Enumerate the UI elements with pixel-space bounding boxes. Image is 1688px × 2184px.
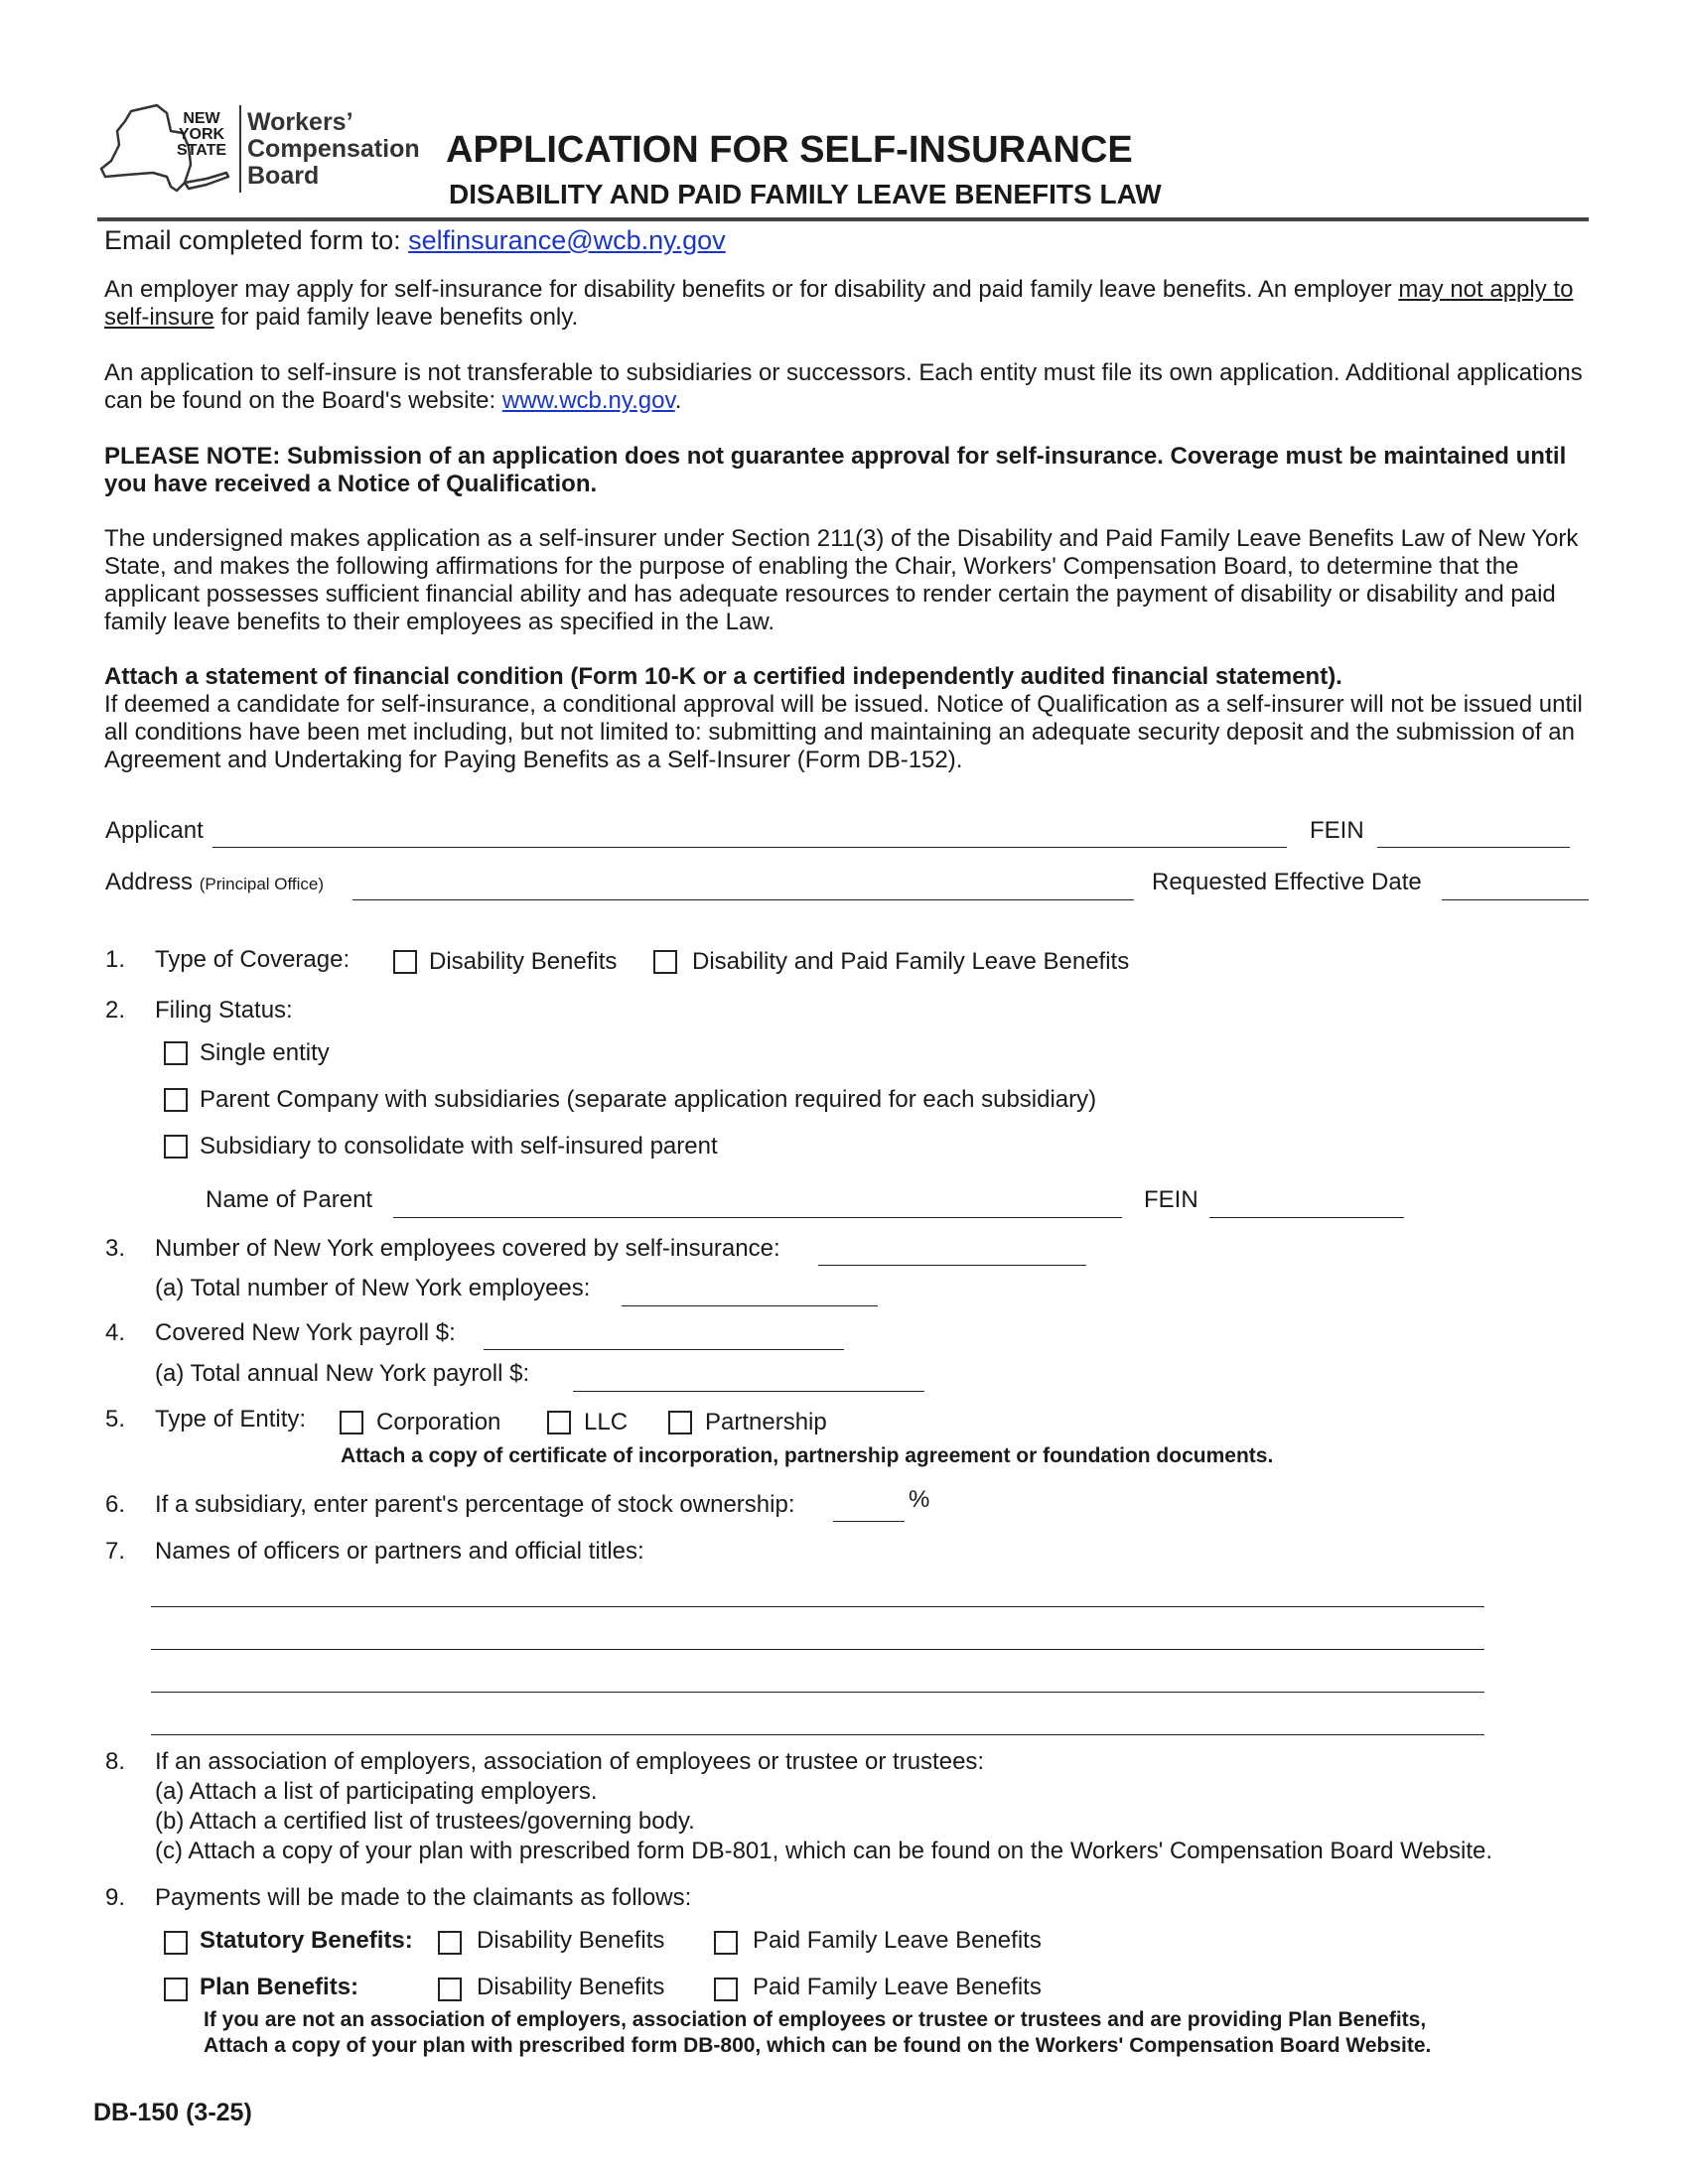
officers-input-line[interactable] bbox=[151, 1734, 1484, 1735]
effective-date-label: Requested Effective Date bbox=[1152, 869, 1422, 895]
disability-pfl-checkbox[interactable] bbox=[653, 950, 677, 974]
total-employees-input[interactable] bbox=[622, 1305, 878, 1306]
q2-label: Filing Status: bbox=[155, 997, 293, 1024]
q4-label: Covered New York payroll $: bbox=[155, 1319, 456, 1346]
attach-statement-text: If deemed a candidate for self-insurance, a conditional approval will be issued. Notice of Qualification as a self-insurer will not be issued until all conditions have been met including, but not limited to: submitting and maintaining an adequate security deposit and the submission of an Agreement and Undertaking for Paying Benefits as a Self-Insurer (Form DB-152). bbox=[104, 691, 1583, 773]
officers-input-line[interactable] bbox=[151, 1692, 1484, 1693]
attach-statement-heading: Attach a statement of financial condition (Form 10-K or a certified independently audited financial statement). bbox=[104, 663, 1342, 690]
address-note: (Principal Office) bbox=[199, 875, 325, 893]
total-payroll-input[interactable] bbox=[573, 1391, 924, 1392]
percent-sign: % bbox=[909, 1486, 930, 1513]
q8a-text: (a) Attach a list of participating employers. bbox=[155, 1778, 598, 1805]
plan-note-line-2: Attach a copy of your plan with prescribed form DB-800, which can be found on the Workers' Compensation Board Website. bbox=[204, 2034, 1432, 2057]
q8-number: 8. bbox=[105, 1748, 126, 1775]
state-line: STATE bbox=[176, 142, 227, 159]
q2-number: 2. bbox=[105, 997, 126, 1024]
email-label: Email completed form to: bbox=[104, 225, 409, 255]
fein-input[interactable] bbox=[1377, 847, 1570, 848]
covered-payroll-input[interactable] bbox=[484, 1349, 844, 1350]
llc-option: LLC bbox=[584, 1409, 629, 1435]
q8c-text: (c) Attach a copy of your plan with prescribed form DB-801, which can be found on the Workers' Compensation Board Website. bbox=[155, 1838, 1493, 1864]
state-wordmark bbox=[169, 111, 234, 159]
email-instruction bbox=[104, 224, 726, 256]
agency-logo bbox=[97, 103, 430, 195]
q6-number: 6. bbox=[105, 1491, 126, 1518]
intro-text: . bbox=[674, 387, 682, 414]
agency-line: Compensation bbox=[247, 135, 420, 163]
plan-benefits-checkbox[interactable] bbox=[164, 1978, 188, 2001]
plan-pfl-checkbox[interactable] bbox=[714, 1978, 738, 2001]
q9-number: 9. bbox=[105, 1884, 126, 1911]
disability-pfl-option: Disability and Paid Family Leave Benefits bbox=[692, 948, 1130, 975]
statutory-disability-checkbox[interactable] bbox=[438, 1931, 462, 1955]
disability-benefits-checkbox[interactable] bbox=[393, 950, 417, 974]
agency-wordmark bbox=[247, 109, 420, 190]
subsidiary-option: Subsidiary to consolidate with self-insured parent bbox=[200, 1133, 718, 1160]
q5-number: 5. bbox=[105, 1406, 126, 1433]
page-subtitle: DISABILITY AND PAID FAMILY LEAVE BENEFITS LAW bbox=[449, 179, 1162, 209]
fein-label: FEIN bbox=[1310, 817, 1364, 844]
plan-disability-option: Disability Benefits bbox=[477, 1974, 665, 2000]
q8-label: If an association of employers, association of employees or trustee or trustees: bbox=[155, 1748, 985, 1775]
statutory-pfl-option: Paid Family Leave Benefits bbox=[753, 1927, 1042, 1954]
state-line: YORK bbox=[178, 126, 225, 143]
state-line: NEW bbox=[183, 110, 220, 127]
agency-line: Board bbox=[247, 162, 320, 190]
intro-paragraph-1 bbox=[104, 276, 1589, 332]
officers-input-line[interactable] bbox=[151, 1606, 1484, 1607]
q3-label: Number of New York employees covered by self-insurance: bbox=[155, 1235, 780, 1262]
address-label bbox=[105, 869, 324, 898]
plan-pfl-option: Paid Family Leave Benefits bbox=[753, 1974, 1042, 2000]
statutory-benefits-checkbox[interactable] bbox=[164, 1931, 188, 1955]
attach-statement-paragraph bbox=[104, 663, 1589, 774]
email-link[interactable]: selfinsurance@wcb.ny.gov bbox=[408, 225, 726, 255]
disability-benefits-option: Disability Benefits bbox=[429, 948, 618, 975]
q7-number: 7. bbox=[105, 1538, 126, 1565]
parent-company-checkbox[interactable] bbox=[164, 1088, 188, 1112]
llc-checkbox[interactable] bbox=[547, 1411, 571, 1434]
form-id: DB-150 (3-25) bbox=[93, 2099, 252, 2126]
intro-text: An application to self-insure is not transferable to subsidiaries or successors. Each entity must file its own application. Additional applications can be found on the Board's website: bbox=[104, 359, 1583, 414]
address-input[interactable] bbox=[352, 899, 1134, 900]
intro-paragraph-2 bbox=[104, 359, 1589, 415]
parent-name-label: Name of Parent bbox=[206, 1186, 373, 1213]
agency-line: Workers’ bbox=[247, 108, 353, 136]
plan-note-line-1: If you are not an association of employers, association of employees or trustee or trustees and are providing Plan Benefits, bbox=[204, 2008, 1427, 2031]
corporation-checkbox[interactable] bbox=[340, 1411, 363, 1434]
page-title: APPLICATION FOR SELF-INSURANCE bbox=[446, 129, 1133, 171]
q3-number: 3. bbox=[105, 1235, 126, 1262]
statutory-disability-option: Disability Benefits bbox=[477, 1927, 665, 1954]
parent-name-input[interactable] bbox=[393, 1217, 1122, 1218]
single-entity-checkbox[interactable] bbox=[164, 1041, 188, 1065]
entity-attach-note: Attach a copy of certificate of incorporation, partnership agreement or foundation documents. bbox=[341, 1444, 1274, 1467]
q1-label: Type of Coverage: bbox=[155, 946, 351, 973]
parent-company-option: Parent Company with subsidiaries (separate application required for each subsidiary) bbox=[200, 1086, 1097, 1113]
logo-divider bbox=[239, 105, 241, 193]
covered-employees-input[interactable] bbox=[818, 1265, 1086, 1266]
plan-disability-checkbox[interactable] bbox=[438, 1978, 462, 2001]
intro-text: for paid family leave benefits only. bbox=[213, 304, 579, 331]
q1-number: 1. bbox=[105, 946, 126, 973]
statutory-pfl-checkbox[interactable] bbox=[714, 1931, 738, 1955]
applicant-label: Applicant bbox=[105, 817, 204, 844]
applicant-input[interactable] bbox=[212, 847, 1287, 848]
please-note-paragraph: PLEASE NOTE: Submission of an application does not guarantee approval for self-insurance. Coverage must be maintained until you have received a Notice of Qualification. bbox=[104, 443, 1567, 497]
statutory-benefits-label: Statutory Benefits: bbox=[200, 1927, 413, 1954]
officers-input-line[interactable] bbox=[151, 1649, 1484, 1650]
parent-fein-input[interactable] bbox=[1209, 1217, 1404, 1218]
stock-ownership-input[interactable] bbox=[833, 1521, 905, 1522]
q8b-text: (b) Attach a certified list of trustees/governing body. bbox=[155, 1808, 695, 1835]
website-link[interactable]: www.wcb.ny.gov bbox=[501, 387, 675, 414]
q6-label: If a subsidiary, enter parent's percentage of stock ownership: bbox=[155, 1491, 795, 1518]
parent-fein-label: FEIN bbox=[1144, 1186, 1198, 1213]
intro-text: An employer may apply for self-insurance for disability benefits or for disability and paid family leave benefits. An employer bbox=[104, 276, 1399, 303]
q7-label: Names of officers or partners and official titles: bbox=[155, 1538, 644, 1565]
q4-number: 4. bbox=[105, 1319, 126, 1346]
affirmation-paragraph: The undersigned makes application as a self-insurer under Section 211(3) of the Disability and Paid Family Leave Benefits Law of New York State, and makes the following affirmations for the purpose of enabling the Chair, Workers' Compensation Board, to determine that the applicant possesses sufficient financial ability and has adequate resources to render certain the payment of disability or disability and paid family leave benefits to their employees as specified in the Law. bbox=[104, 525, 1579, 635]
partnership-checkbox[interactable] bbox=[668, 1411, 692, 1434]
q9-label: Payments will be made to the claimants as follows: bbox=[155, 1884, 692, 1911]
address-label-text: Address bbox=[105, 869, 194, 895]
partnership-option: Partnership bbox=[705, 1409, 827, 1435]
q4a-label: (a) Total annual New York payroll $: bbox=[155, 1360, 530, 1387]
header-rule bbox=[97, 217, 1589, 221]
q3a-label: (a) Total number of New York employees: bbox=[155, 1275, 591, 1301]
q5-label: Type of Entity: bbox=[155, 1406, 307, 1433]
single-entity-option: Single entity bbox=[200, 1039, 330, 1066]
subsidiary-checkbox[interactable] bbox=[164, 1135, 188, 1159]
plan-benefits-label: Plan Benefits: bbox=[200, 1974, 359, 2000]
effective-date-input[interactable] bbox=[1442, 899, 1589, 900]
intro-underlined-text: may not apply to self-insure bbox=[104, 276, 1574, 331]
corporation-option: Corporation bbox=[376, 1409, 501, 1435]
